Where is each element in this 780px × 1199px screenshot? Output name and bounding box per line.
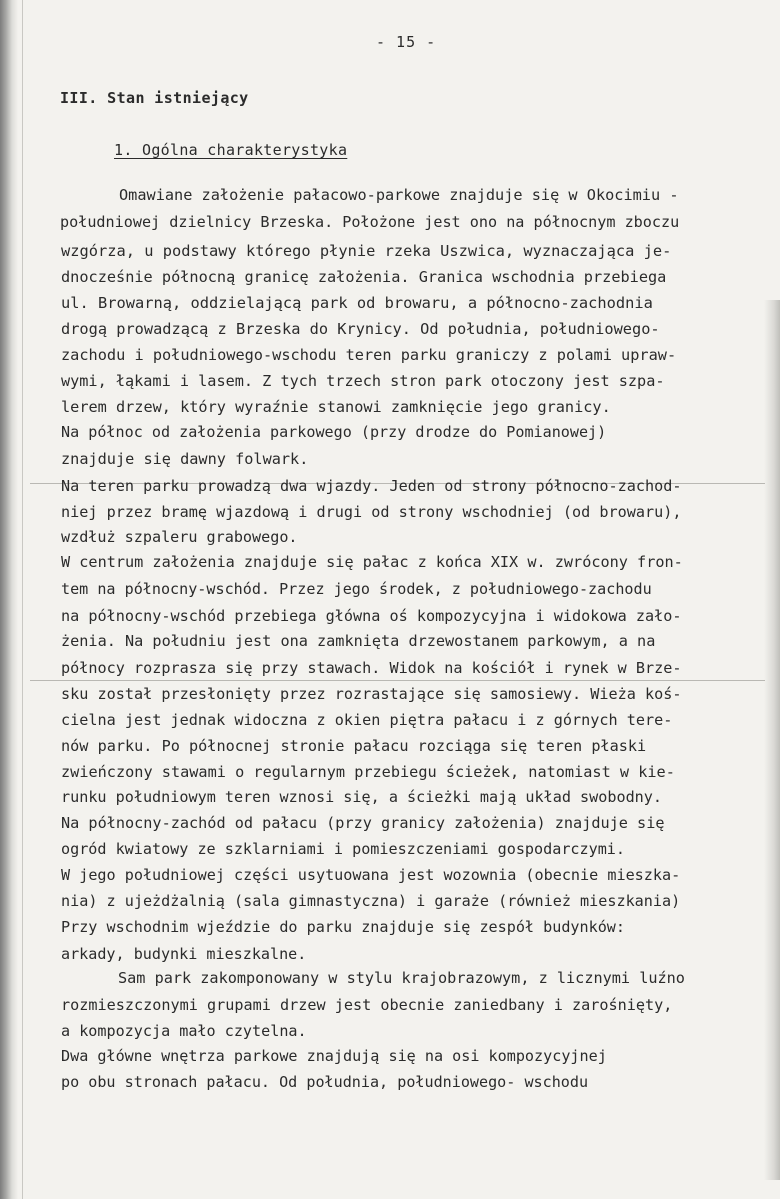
body-line: wzdłuż szpaleru grabowego. [61,528,298,546]
body-line: nów parku. Po północnej stronie pałacu rozciąga się teren płaski [61,737,647,755]
body-line: dnocześnie północną granicę założenia. Granica wschodnia przebiega [61,268,667,286]
body-line: niej przez bramę wjazdową i drugi od strony wschodniej (od browaru), [61,503,682,521]
body-line: północy rozprasza się przy stawach. Widok na kościół i rynek w Brze- [61,659,682,677]
body-line: Przy wschodnim wjeździe do parku znajduje się zespół budynków: [61,918,625,936]
body-line: W jego południowej części usytuowana jest wozownia (obecnie mieszka- [61,866,681,884]
body-line: żenia. Na południu jest ona zamknięta drzewostanem parkowym, a na [61,632,656,650]
body-line: arkady, budynki mieszkalne. [61,945,307,963]
body-line: rozmieszczonymi grupami drzew jest obecnie zaniedbany i zarośnięty, [61,996,673,1014]
section-heading: III. Stan istniejący [60,89,249,107]
page-number: - 15 - [376,33,437,51]
body-line: Dwa główne wnętrza parkowe znajdują się na osi kompozycyjnej [61,1047,607,1065]
body-line: po obu stronach pałacu. Od południa, południowego- wschodu [61,1073,589,1091]
body-line: wymi, łąkami i lasem. Z tych trzech stron park otoczony jest szpa- [61,372,665,390]
body-line: zachodu i południowego-wschodu teren parku graniczy z polami upraw- [61,346,677,364]
body-line: lerem drzew, który wyraźnie stanowi zamknięcie jego granicy. [61,398,611,416]
body-line: na północny-wschód przebiega główna oś kompozycyjna i widokowa zało- [61,607,682,625]
body-line: sku został przesłonięty przez rozrastające się samosiewy. Wieża koś- [61,685,682,703]
body-line: wzgórza, u podstawy którego płynie rzeka Uszwica, wyznaczająca je- [61,242,672,260]
fold-rule-lower [30,680,765,681]
body-line: drogą prowadzącą z Brzeska do Krynicy. Od południa, południowego- [61,320,660,338]
body-line: nia) z ujeżdżalnią (sala gimnastyczna) i garaże (również mieszkania) [61,892,681,910]
body-line: runku południowym teren wznosi się, a ścieżki mają układ swobodny. [61,788,662,806]
body-line: Omawiane założenie pałacowo-parkowe znajduje się w Okocimiu - [119,186,679,204]
body-line: zwieńczony stawami o regularnym przebiegu ścieżek, natomiast w kie- [61,763,675,781]
body-line: Na północny-zachód od pałacu (przy granicy założenia) znajduje się [61,814,665,832]
body-line: W centrum założenia znajduje się pałac z końca XIX w. zwrócony fron- [61,553,683,571]
binding-fold-line [22,0,23,1199]
body-line: Na teren parku prowadzą dwa wjazdy. Jeden od strony północno-zachod- [61,477,682,495]
body-line: tem na północny-wschód. Przez jego środek, z południowego-zachodu [61,580,652,598]
body-line: a kompozycja mało czytelna. [61,1022,307,1040]
body-line: Sam park zakomponowany w stylu krajobrazowym, z licznymi luźno [118,969,685,987]
body-line: ul. Browarną, oddzielającą park od browaru, a północno-zachodnia [61,294,653,312]
subsection-heading: 1. Ogólna charakterystyka [114,141,348,159]
body-line: cielna jest jednak widoczna z okien piętra pałacu i z górnych tere- [61,711,673,729]
right-edge-smudge [764,300,780,1180]
body-line: południowej dzielnicy Brzeska. Położone jest ono na północnym zboczu [60,213,680,231]
body-line: ogród kwiatowy ze szklarniami i pomieszczeniami gospodarczymi. [61,840,625,858]
body-line: znajduje się dawny folwark. [61,450,309,468]
body-line: Na północ od założenia parkowego (przy drodze do Pomianowej) [61,423,607,441]
binding-edge-shadow [0,0,18,1199]
